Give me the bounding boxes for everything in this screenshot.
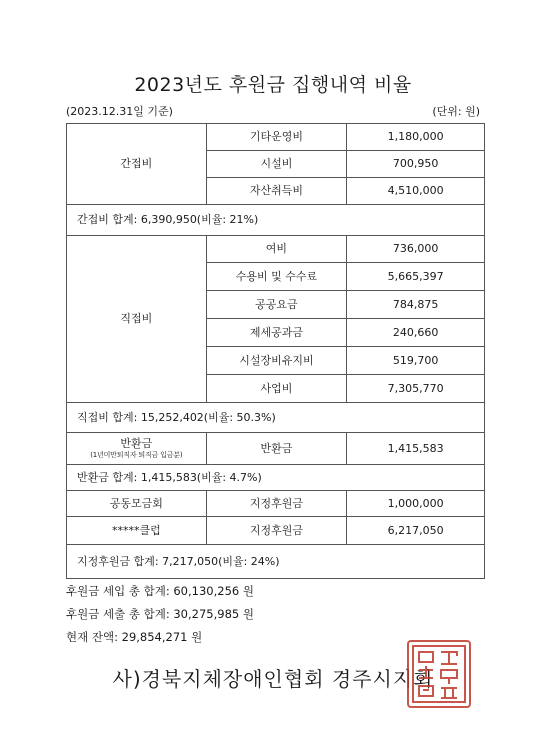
item-name: 지정후원금	[206, 517, 347, 545]
unit-label: (단위: 원)	[432, 105, 480, 118]
subtotal-row	[67, 403, 485, 433]
current-balance: 현재 잔액: 29,854,271 원	[66, 630, 203, 644]
item-amount: 6,217,050	[347, 517, 485, 545]
donor-source: 공동모금회	[67, 491, 207, 517]
organization-name: 사)경북지체장애인협회 경주시지회	[112, 667, 434, 691]
category-refund-label: 반환금	[120, 437, 153, 451]
document-title: 2023년도 후원금 집행내역 비율	[134, 74, 412, 96]
total-expense: 후원금 세출 총 합계: 30,275,985 원	[66, 607, 254, 621]
item-name: 수용비 및 수수료	[206, 263, 347, 291]
subtotal-direct: 직접비 합계: 15,252,402(비율: 50.3%)	[67, 403, 485, 433]
item-name: 기타운영비	[206, 124, 347, 151]
subtotal-designated: 지정후원금 합계: 7,217,050(비율: 24%)	[67, 545, 485, 579]
item-amount: 736,000	[347, 236, 485, 263]
table-row	[67, 236, 485, 263]
item-amount: 4,510,000	[347, 178, 485, 205]
item-name: 여비	[206, 236, 347, 263]
official-seal-icon	[405, 638, 473, 710]
item-amount: 1,000,000	[347, 491, 485, 517]
item-amount: 519,700	[347, 347, 485, 375]
table-row	[67, 433, 485, 465]
item-amount: 1,415,583	[347, 433, 485, 465]
table-row	[67, 491, 485, 517]
subtotal-row	[67, 465, 485, 491]
item-name: 시설장비유지비	[206, 347, 347, 375]
item-amount: 240,660	[347, 319, 485, 347]
item-name: 반환금	[206, 433, 347, 465]
item-name: 제세공과금	[206, 319, 347, 347]
item-amount: 784,875	[347, 291, 485, 319]
item-amount: 7,305,770	[347, 375, 485, 403]
expenditure-table	[66, 123, 485, 579]
item-amount: 5,665,397	[347, 263, 485, 291]
item-amount: 700,950	[347, 151, 485, 178]
table-row	[67, 124, 485, 151]
item-name: 공공요금	[206, 291, 347, 319]
item-name: 시설비	[206, 151, 347, 178]
subtotal-row	[67, 545, 485, 579]
table-row	[67, 517, 485, 545]
subtotal-refund: 반환금 합계: 1,415,583(비율: 4.7%)	[67, 465, 485, 491]
item-amount: 1,180,000	[347, 124, 485, 151]
item-name: 자산취득비	[206, 178, 347, 205]
subtotal-row	[67, 205, 485, 236]
donor-source: *****클럽	[67, 517, 207, 545]
total-income: 후원금 세입 총 합계: 60,130,256 원	[66, 584, 254, 598]
subtotal-indirect: 간접비 합계: 6,390,950(비율: 21%)	[67, 205, 485, 236]
category-refund	[67, 433, 207, 465]
category-refund-note: (1년미만퇴직자 퇴직금 입금분)	[90, 451, 183, 459]
item-name: 지정후원금	[206, 491, 347, 517]
category-indirect: 간접비	[67, 124, 207, 205]
category-direct: 직접비	[67, 236, 207, 403]
base-date: (2023.12.31일 기준)	[66, 105, 173, 118]
item-name: 사업비	[206, 375, 347, 403]
